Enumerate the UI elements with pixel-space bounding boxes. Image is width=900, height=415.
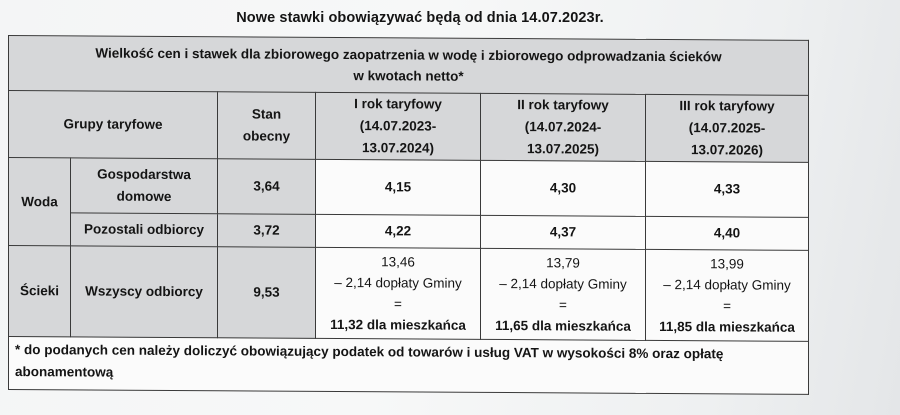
sewage-year1	[316, 247, 481, 339]
header-year2-line3: 13.07.2025)	[526, 141, 600, 157]
header-year3	[646, 94, 809, 162]
header-year1-line2: (14.07.2023-	[359, 118, 437, 134]
households-year3: 4,33	[646, 161, 809, 217]
others-year2: 4,37	[481, 215, 646, 249]
households-year1: 4,15	[316, 159, 481, 215]
table-title-line1: Wielkość cen i stawek dla zbiorowego zaopatrzenia w wodę i zbiorowego odprowadzania ścieków	[95, 45, 722, 65]
page-heading: Nowe stawki obowiązywać będą od dnia 14.07.2023r.	[236, 10, 604, 26]
sewage-year1-equals: =	[394, 296, 402, 312]
others-year1: 4,22	[316, 214, 481, 248]
sewage-year2-net: 11,65 dla mieszkańca	[495, 317, 631, 334]
tariff-table	[8, 35, 809, 395]
households-label	[71, 158, 218, 214]
sewage-year1-subsidy: – 2,14 dopłaty Gminy	[334, 274, 462, 291]
header-year1-line3: 13.07.2024)	[361, 140, 435, 156]
header-year2-line1: II rok taryfowy	[517, 97, 609, 113]
tariff-table-wrapper	[8, 35, 808, 390]
header-year2-line2: (14.07.2024-	[524, 119, 602, 135]
header-year1	[316, 92, 481, 160]
header-year3-line1: III rok taryfowy	[679, 98, 775, 114]
table-row	[9, 213, 809, 251]
footnote-row	[9, 337, 809, 395]
footnote-line1: * do podanych cen należy doliczyć obowiązujący podatek od towarów i usług VAT w wysokości 8% oraz opłatę	[15, 342, 724, 362]
header-current-line2: obecny	[242, 128, 291, 144]
sewage-year2-subsidy: – 2,14 dopłaty Gminy	[499, 276, 627, 292]
sewage-label: Ścieki	[9, 246, 71, 337]
header-current	[218, 92, 316, 160]
table-row	[9, 158, 809, 218]
households-year2: 4,30	[481, 160, 646, 216]
table-title	[9, 36, 809, 96]
sewage-year3-gross: 13,99	[710, 256, 744, 272]
sewage-all-label: Wszyscy odbiorcy	[71, 246, 218, 338]
sewage-year3	[646, 249, 809, 341]
sewage-current: 9,53	[218, 247, 316, 339]
sewage-year2-equals: =	[559, 297, 567, 313]
households-label-line1: Gospodarstwa	[97, 166, 191, 183]
sewage-year1-net: 11,32 dla mieszkańca	[330, 316, 466, 333]
water-label: Woda	[9, 158, 71, 246]
header-year3-line2: (14.07.2025-	[688, 120, 766, 136]
others-current: 3,72	[218, 214, 316, 248]
sewage-year1-gross: 13,46	[381, 254, 415, 270]
header-year1-line1: I rok taryfowy	[354, 96, 442, 112]
sewage-year2	[481, 248, 646, 340]
households-label-line2: domowe	[116, 188, 172, 204]
footnote-line2: abonamentową	[15, 364, 114, 380]
sewage-year3-net: 11,85 dla mieszkańca	[659, 318, 795, 335]
header-year3-line3: 13.07.2026)	[690, 142, 764, 158]
footnote	[9, 337, 809, 395]
others-label: Pozostali odbiorcy	[71, 213, 218, 247]
sewage-year3-subsidy: – 2,14 dopłaty Gminy	[663, 277, 791, 293]
sewage-year2-gross: 13,79	[546, 255, 580, 271]
table-row	[9, 246, 809, 342]
table-title-line2: w kwotach netto*	[353, 68, 464, 84]
header-year2	[481, 93, 646, 161]
others-year3: 4,40	[646, 216, 809, 250]
header-current-line1: Stan	[251, 106, 282, 122]
households-current: 3,64	[218, 159, 316, 215]
sewage-year3-equals: =	[723, 298, 731, 314]
header-tariff-groups: Grupy taryfowe	[9, 91, 218, 159]
